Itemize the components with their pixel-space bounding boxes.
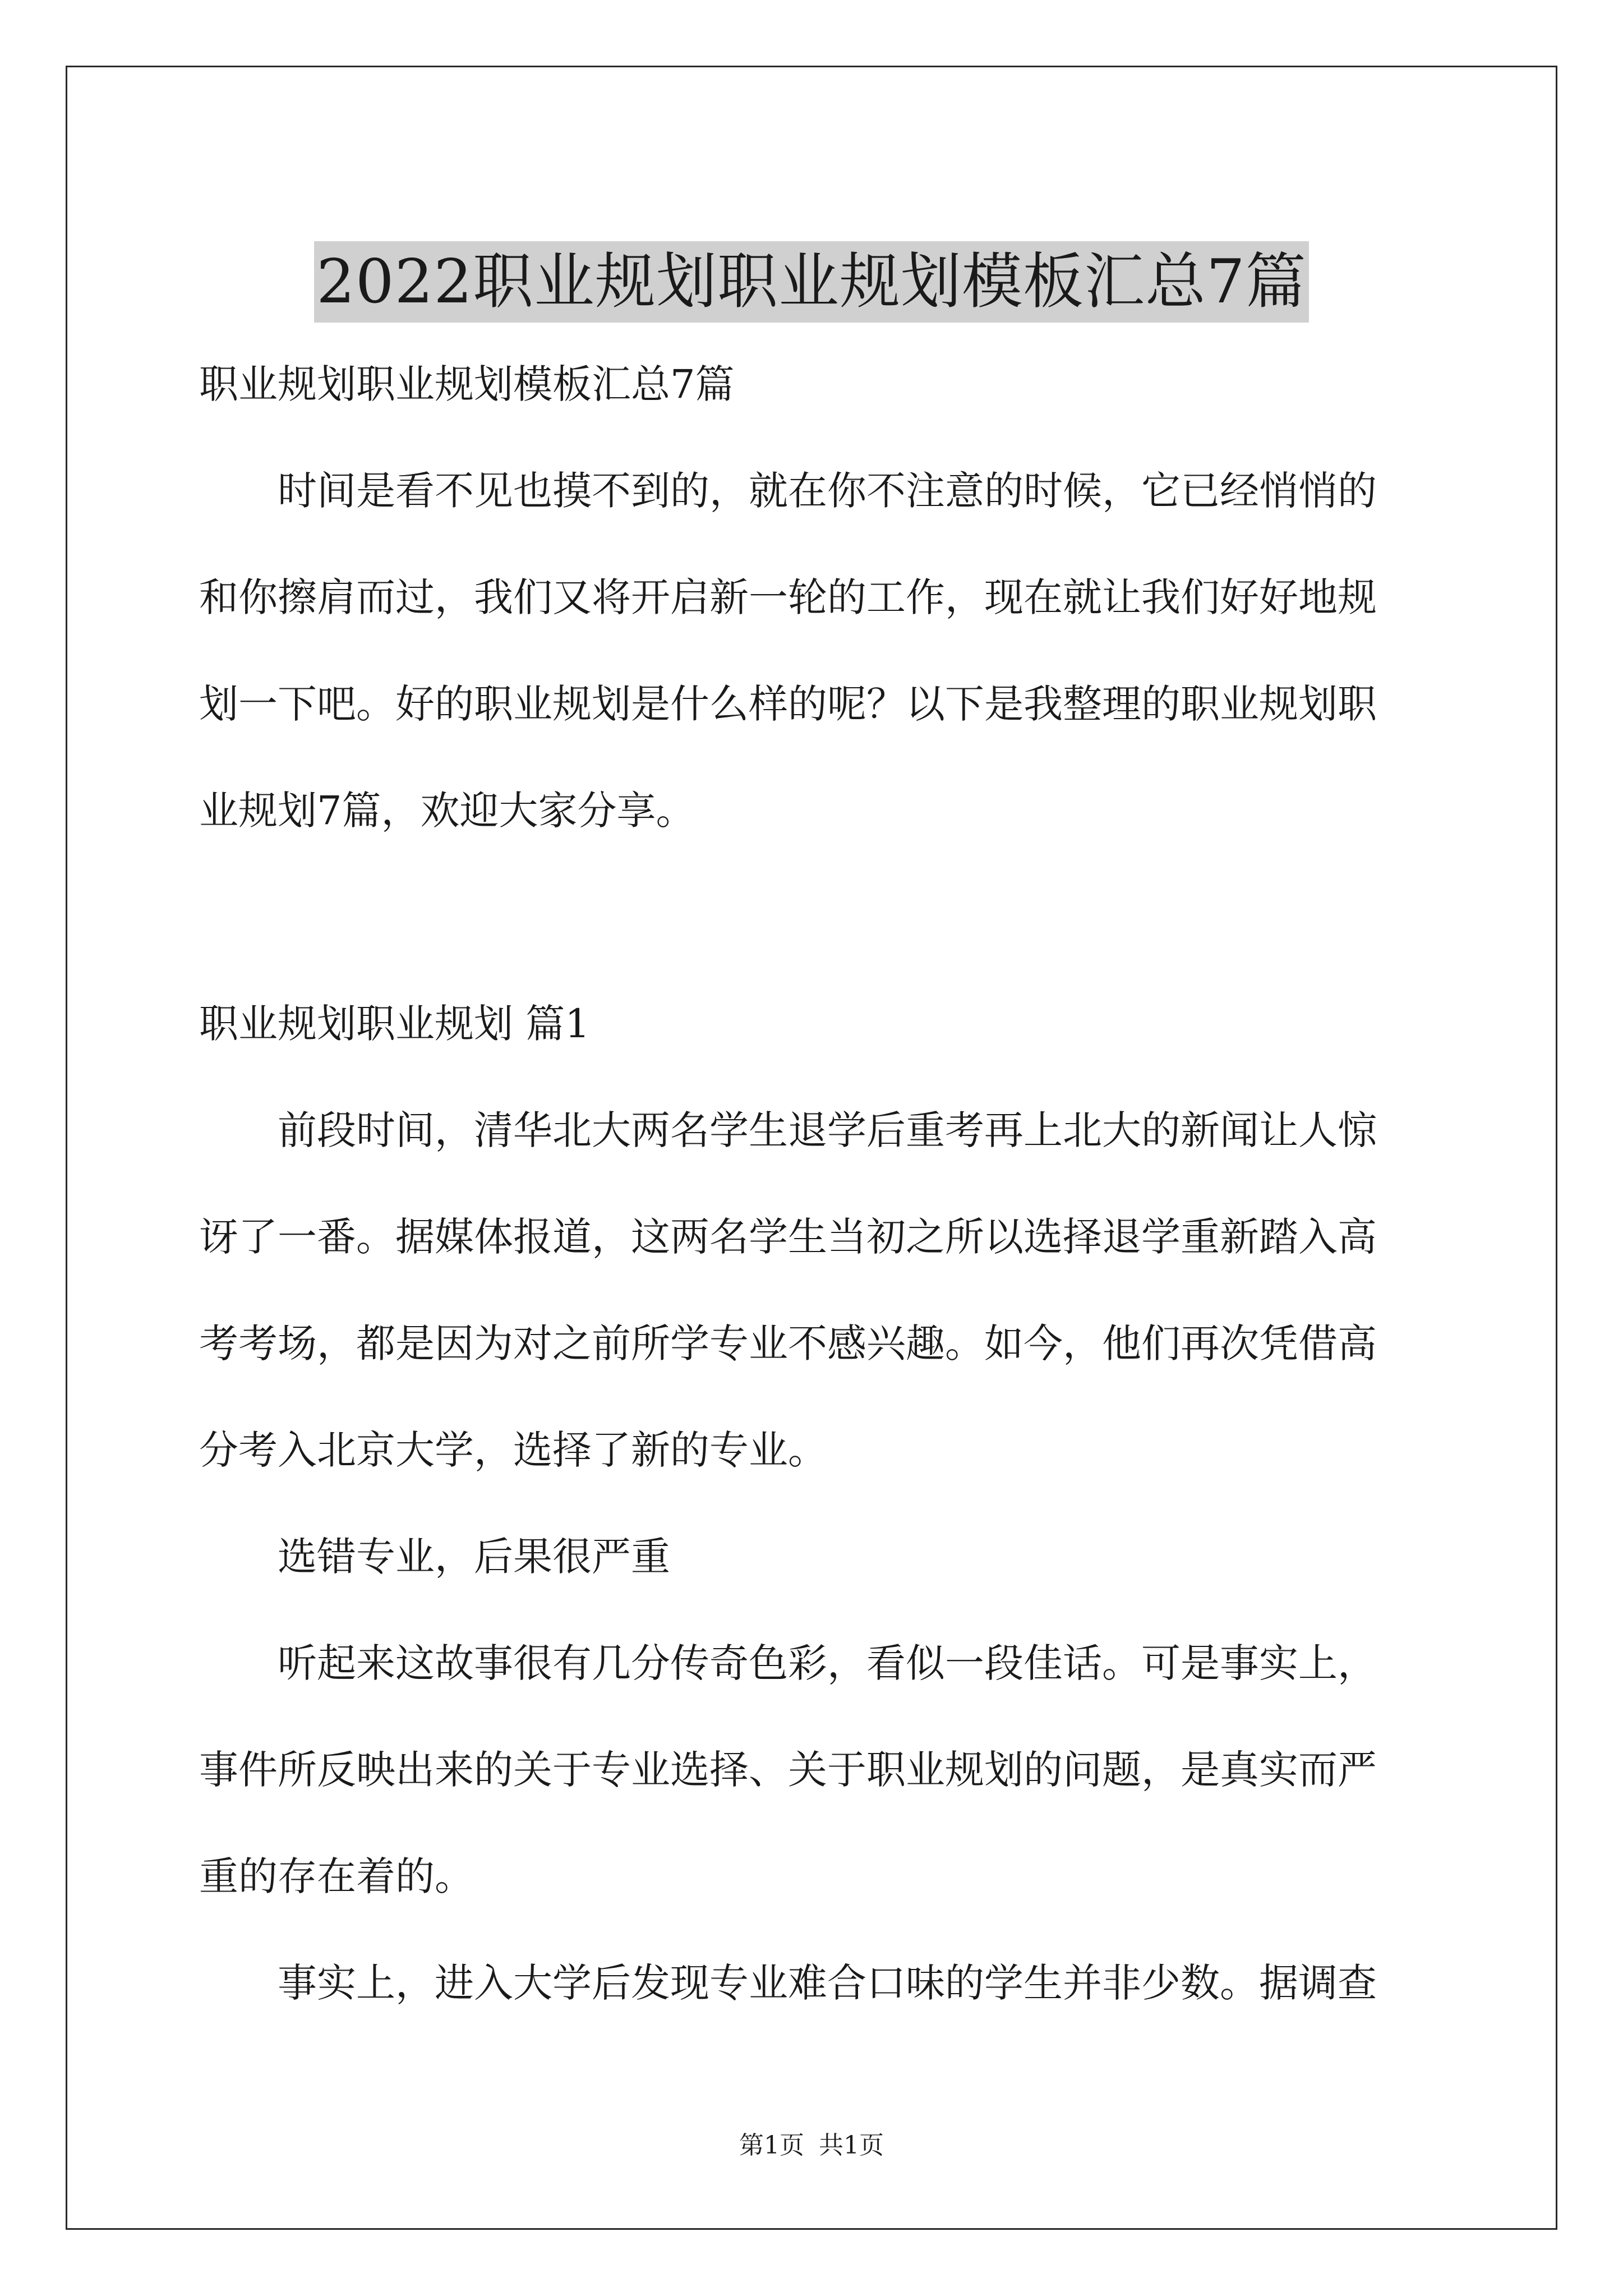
paragraph-line: 事实上，进入大学后发现专业难合口味的学生并非少数。据调查 bbox=[278, 1960, 1377, 2006]
paragraph-line: 听起来这故事很有几分传奇色彩，看似一段佳话。可是事实上， bbox=[278, 1640, 1377, 1686]
paragraph-line: 前段时间，清华北大两名学生退学后重考再上北大的新闻让人惊 bbox=[278, 1107, 1377, 1153]
section-spacer bbox=[199, 864, 1433, 970]
page-number: 第1页 bbox=[739, 2131, 804, 2160]
page-total: 共1页 bbox=[819, 2131, 884, 2160]
intro-line: 和你擦肩而过，我们又将开启新一轮的工作，现在就让我们好好地规 bbox=[199, 574, 1377, 620]
section-heading: 职业规划职业规划 篇1 bbox=[199, 1001, 590, 1047]
paragraph-line: 分考入北京大学，选择了新的专业。 bbox=[199, 1427, 827, 1473]
paragraph-line: 重的存在着的。 bbox=[199, 1853, 474, 1899]
intro-line: 时间是看不见也摸不到的，就在你不注意的时候，它已经悄悄的 bbox=[278, 468, 1377, 514]
document-title: 2022职业规划职业规划模板汇总7篇 bbox=[314, 241, 1309, 323]
intro-line: 划一下吧。好的职业规划是什么样的呢？以下是我整理的职业规划职 bbox=[199, 681, 1377, 727]
sub-heading: 选错专业，后果很严重 bbox=[278, 1534, 670, 1580]
page-footer bbox=[0, 2129, 1623, 2162]
document-body bbox=[199, 331, 1433, 2036]
paragraph-line: 事件所反映出来的关于专业选择、关于职业规划的问题，是真实而严 bbox=[199, 1747, 1377, 1793]
paragraph-line: 考考场，都是因为对之前所学专业不感兴趣。如今，他们再次凭借高 bbox=[199, 1320, 1377, 1366]
intro-line: 业规划7篇，欢迎大家分享。 bbox=[199, 788, 695, 834]
document-subtitle: 职业规划职业规划模板汇总7篇 bbox=[199, 361, 735, 407]
paragraph-line: 讶了一番。据媒体报道，这两名学生当初之所以选择退学重新踏入高 bbox=[199, 1214, 1377, 1260]
